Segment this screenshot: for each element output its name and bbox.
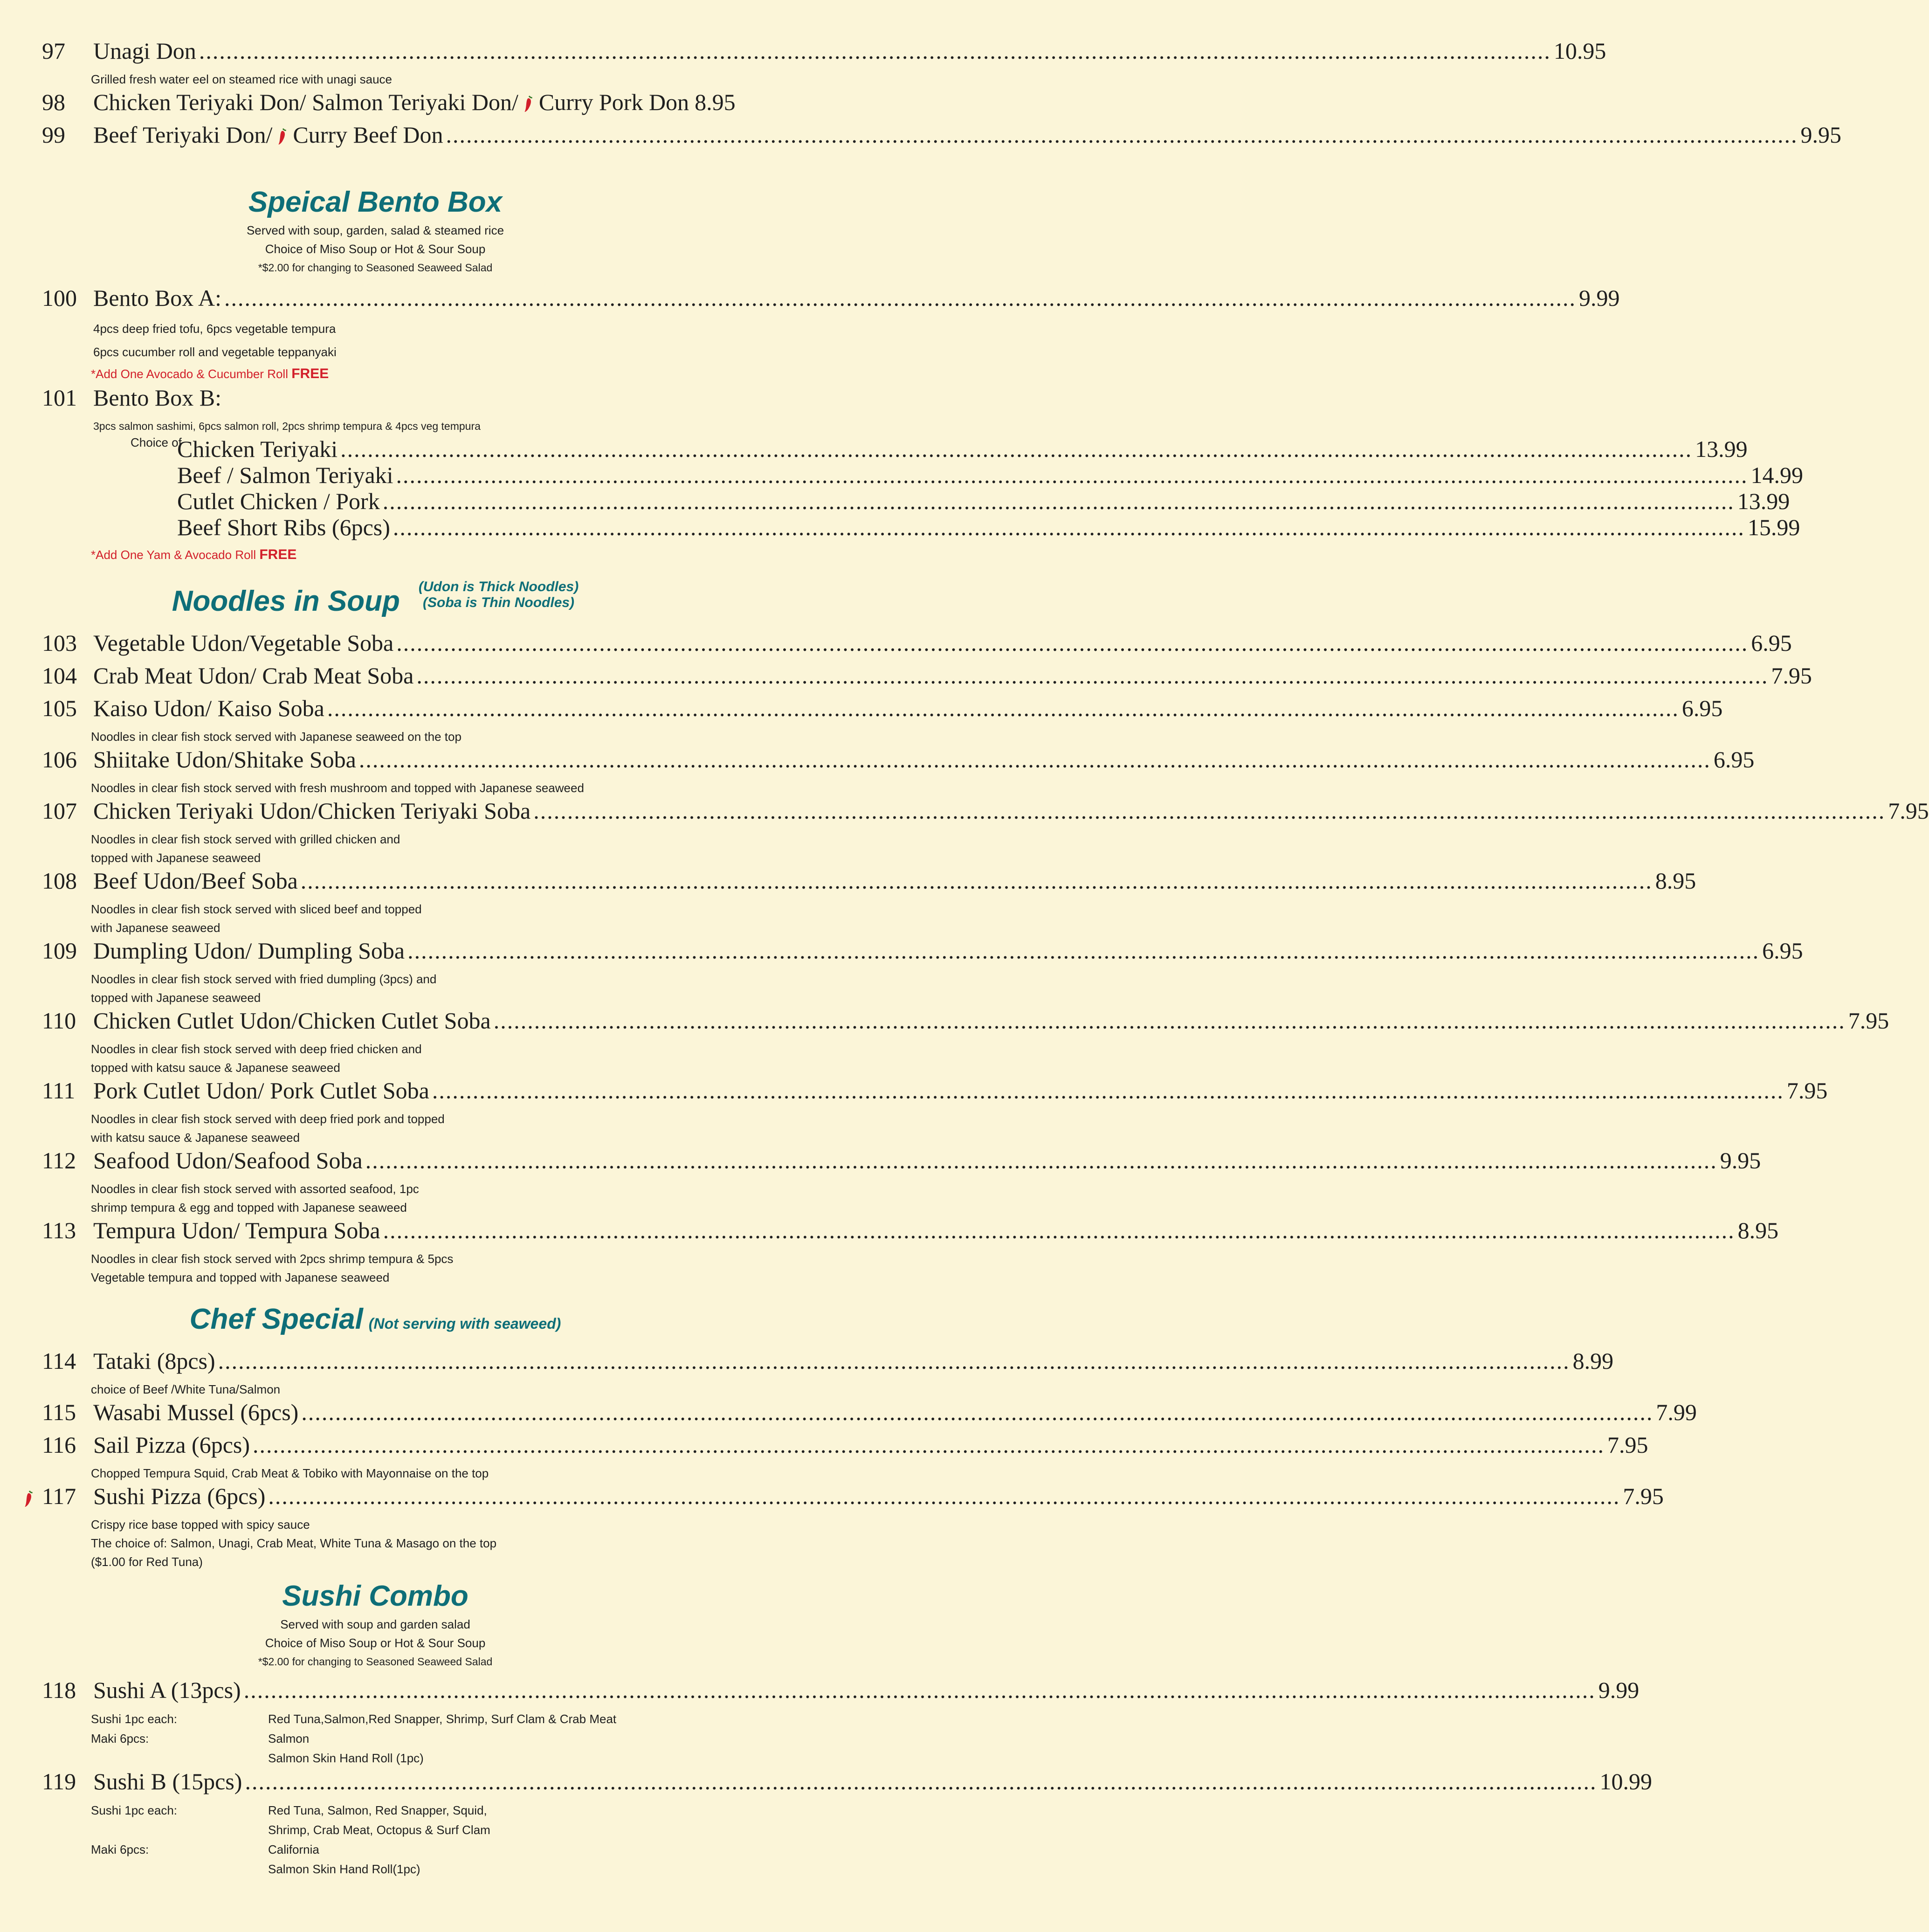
item-description: Noodles in clear fish stock served with 2pcs shrimp tempura & 5pcs <box>91 1252 454 1266</box>
bento-option-3: Beef Short Ribs (6pcs) ........................................................................................................................................................................................................ 15.99 <box>177 514 1800 540</box>
bento-option-1: Beef / Salmon Teriyaki ........................................................................................................................................................................................................ 14.99 <box>177 462 1804 488</box>
menu-item-107: 107 Chicken Teriyaki Udon/Chicken Teriyaki Soba ........................................................................................................................................................................................................ 7.95 <box>42 798 1929 824</box>
combo-subtitle-1: Served with soup and garden salad <box>280 1617 470 1631</box>
bento-b-note: *Add One Yam & Avocado Roll FREE <box>91 547 297 562</box>
item-description: topped with katsu sauce & Japanese seaweed <box>91 1061 340 1075</box>
chef-list <box>42 1347 1697 1571</box>
menu-item-109: 109 Dumpling Udon/ Dumpling Soba ........................................................................................................................................................................................................ 6.95 <box>42 938 1803 964</box>
menu-item-114: 114 Tataki (8pcs) ........................................................................................................................................................................................................ 8.99 <box>42 1348 1614 1374</box>
item-description: shrimp tempura & egg and topped with Japanese seaweed <box>91 1201 407 1214</box>
section-title-combo: Sushi Combo <box>282 1580 468 1612</box>
item-description: Noodles in clear fish stock served with fried dumpling (3pcs) and <box>91 972 437 986</box>
menu-item-112: 112 Seafood Udon/Seafood Soba ........................................................................................................................................................................................................ 9.95 <box>42 1147 1761 1173</box>
menu-item-108: 108 Beef Udon/Beef Soba ........................................................................................................................................................................................................ 8.95 <box>42 868 1696 894</box>
menu-item-99: 99 Beef Teriyaki Don/ Curry Beef Don ........................................................................................................................................................................................................ 9.95 <box>42 122 1842 148</box>
combo-a-details: Sushi 1pc each: Red Tuna,Salmon,Red Snapper, Shrimp, Surf Clam & Crab Meat Maki 6pcs: Salmon Salmon Skin Hand Roll (1pc) <box>91 1712 617 1765</box>
menu-item-117: 117 Sushi Pizza (6pcs) ........................................................................................................................................................................................................ 7.95 <box>42 1483 709 1515</box>
menu-item-103: 103 Vegetable Udon/Vegetable Soba ........................................................................................................................................................................................................ 6.95 <box>42 630 1792 656</box>
menu-item-101: 101 Bento Box B: <box>42 385 222 411</box>
bento-option-2: Cutlet Chicken / Pork ........................................................................................................................................................................................................ 13.99 <box>177 488 1790 514</box>
item-description: Noodles in clear fish stock served with sliced beef and topped <box>91 902 422 916</box>
bento-option-0: Choice of Chicken Teriyaki ........................................................................................................................................................................................................ 13.99 <box>131 435 1748 462</box>
section-title-noodles: Noodles in Soup <box>172 585 400 617</box>
item-description: The choice of: Salmon, Unagi, Crab Meat, White Tuna & Masago on the top <box>91 1536 497 1550</box>
item-description: choice of Beef /White Tuna/Salmon <box>91 1382 281 1396</box>
combo-b-details: Sushi 1pc each: Red Tuna, Salmon, Red Snapper, Squid, Shrimp, Crab Meat, Octopus & Surf Clam Maki 6pcs: California Salmon Skin Hand Roll(1pc) <box>91 1803 490 1876</box>
item-description: with Japanese seaweed <box>91 921 220 935</box>
item-description: Noodles in clear fish stock served with grilled chicken and <box>91 832 400 846</box>
item-description: topped with Japanese seaweed <box>91 991 261 1005</box>
menu-item-115: 115 Wasabi Mussel (6pcs) ........................................................................................................................................................................................................ 7.99 <box>42 1399 1697 1425</box>
menu-item-100: 100 Bento Box A: ........................................................................................................................................................................................................ 9.99 <box>42 285 1620 311</box>
item-description: Noodles in clear fish stock served with assorted seafood, 1pc <box>91 1182 419 1196</box>
menu-page <box>42 0 1929 1879</box>
bento-subtitle-1: Served with soup, garden, salad & steamed rice <box>246 223 504 237</box>
menu-item-97: 97 Unagi Don ........................................................................................................................................................................................................ 10.95 <box>42 38 1606 64</box>
noodle-list <box>42 629 1929 1287</box>
item-description: 4pcs deep fried tofu, 6pcs vegetable tempura <box>93 322 336 336</box>
menu-item-98: 98 Chicken Teriyaki Don/ Salmon Teriyaki Don/ Curry Pork Don 8.95 <box>42 89 736 115</box>
menu-item-119: 119 Sushi B (15pcs) ........................................................................................................................................................................................................ 10.99 <box>42 1768 1652 1794</box>
menu-item-111: 111 Pork Cutlet Udon/ Pork Cutlet Soba ........................................................................................................................................................................................................ 7.95 <box>42 1077 1828 1104</box>
menu-item-104: 104 Crab Meat Udon/ Crab Meat Soba ........................................................................................................................................................................................................ 7.95 <box>42 662 1812 689</box>
combo-subtitle-3: *$2.00 for changing to Seasoned Seaweed Salad <box>258 1656 493 1668</box>
section-title-chef: Chef Special <box>189 1303 363 1335</box>
section-title-bento: Speical Bento Box <box>248 186 503 218</box>
menu-item-116: 116 Sail Pizza (6pcs) ........................................................................................................................................................................................................ 7.95 <box>42 1432 1648 1458</box>
bento-a-note: *Add One Avocado & Cucumber Roll FREE <box>91 366 329 381</box>
menu-item-110: 110 Chicken Cutlet Udon/Chicken Cutlet Soba ........................................................................................................................................................................................................ 7.95 <box>42 1007 1889 1034</box>
chef-header <box>42 1301 709 1338</box>
item-description: 3pcs salmon sashimi, 6pcs salmon roll, 2pcs shrimp tempura & 4pcs veg tempura <box>93 420 481 432</box>
combo-subtitle-2: Choice of Miso Soup or Hot & Sour Soup <box>265 1636 486 1650</box>
item-description: with katsu sauce & Japanese seaweed <box>91 1131 300 1145</box>
chili-pepper-icon <box>23 1490 34 1508</box>
menu-item-118: 118 Sushi A (13pcs) ........................................................................................................................................................................................................ 9.99 <box>42 1677 1640 1703</box>
bento-subtitle-3: *$2.00 for changing to Seasoned Seaweed Salad <box>258 262 493 274</box>
item-description: ($1.00 for Red Tuna) <box>91 1555 203 1569</box>
bento-subtitle-2: Choice of Miso Soup or Hot & Sour Soup <box>265 242 486 256</box>
item-description: Chopped Tempura Squid, Crab Meat & Tobiko with Mayonnaise on the top <box>91 1466 489 1480</box>
menu-item-105: 105 Kaiso Udon/ Kaiso Soba ........................................................................................................................................................................................................ 6.95 <box>42 695 1723 721</box>
item-description: Noodles in clear fish stock served with Japanese seaweed on the top <box>91 730 462 744</box>
item-description: topped with Japanese seaweed <box>91 851 261 865</box>
chili-pepper-icon <box>523 95 534 113</box>
item-description: Noodles in clear fish stock served with deep fried pork and topped <box>91 1112 445 1126</box>
item-description: Noodles in clear fish stock served with deep fried chicken and <box>91 1042 422 1056</box>
noodles-note: (Udon is Thick Noodles) (Soba is Thin Noodles) <box>418 579 579 610</box>
item-description: Grilled fresh water eel on steamed rice with unagi sauce <box>91 72 392 86</box>
menu-item-106: 106 Shiitake Udon/Shitake Soba ........................................................................................................................................................................................................ 6.95 <box>42 746 1755 773</box>
chili-pepper-icon <box>277 128 288 145</box>
item-description: Crispy rice base topped with spicy sauce <box>91 1518 310 1532</box>
item-description: Noodles in clear fish stock served with fresh mushroom and topped with Japanese seaweed <box>91 781 584 795</box>
item-description: 6pcs cucumber roll and vegetable teppanyaki <box>93 345 337 359</box>
menu-item-113: 113 Tempura Udon/ Tempura Soba ........................................................................................................................................................................................................ 8.95 <box>42 1217 1779 1243</box>
chef-note: (Not serving with seaweed) <box>368 1315 561 1332</box>
noodles-header <box>42 579 709 620</box>
item-description: Vegetable tempura and topped with Japanese seaweed <box>91 1270 390 1284</box>
